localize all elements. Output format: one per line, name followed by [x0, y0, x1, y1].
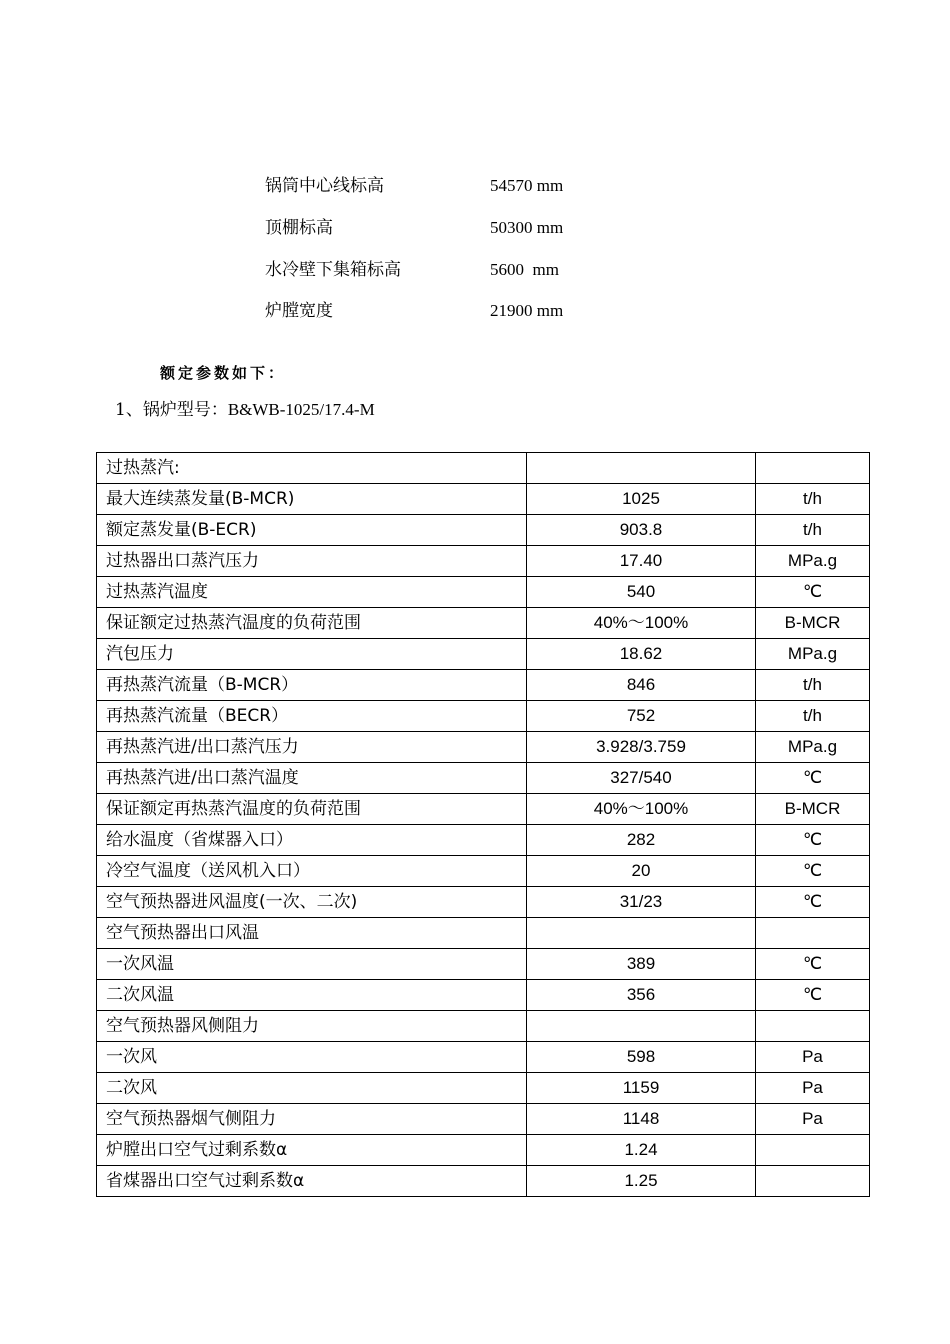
value-cell: 846 [527, 670, 756, 701]
parameter-cell: 给水温度（省煤器入口） [97, 825, 527, 856]
unit-cell: Pa [756, 1104, 870, 1135]
parameter-cell: 再热蒸汽流量（BECR） [97, 701, 527, 732]
unit-cell [756, 1135, 870, 1166]
dimension-value: 5600 mm [490, 260, 559, 279]
value-cell: 598 [527, 1042, 756, 1073]
boiler-model-line [115, 395, 375, 420]
value-cell: 903.8 [527, 515, 756, 546]
rated-parameters-heading: 额定参数如下： [160, 364, 287, 382]
value-cell: 31/23 [527, 887, 756, 918]
unit-cell: ℃ [756, 825, 870, 856]
table-row [97, 453, 870, 484]
parameter-cell: 一次风 [97, 1042, 527, 1073]
table-row [97, 670, 870, 701]
value-cell: 1025 [527, 484, 756, 515]
parameter-cell: 空气预热器出口风温 [97, 918, 527, 949]
table-row [97, 980, 870, 1011]
unit-cell: ℃ [756, 856, 870, 887]
unit-cell: Pa [756, 1073, 870, 1104]
parameter-cell: 过热蒸汽温度 [97, 577, 527, 608]
dimension-value: 54570 mm [490, 176, 564, 195]
value-cell: 389 [527, 949, 756, 980]
value-cell: 40%～100% [527, 608, 756, 639]
table-row [97, 949, 870, 980]
boiler-model-prefix: 1、锅炉型号： [115, 400, 228, 420]
parameter-cell: 再热蒸汽进/出口蒸汽压力 [97, 732, 527, 763]
unit-cell: t/h [756, 515, 870, 546]
unit-cell: ℃ [756, 949, 870, 980]
unit-cell [756, 453, 870, 484]
table-row [97, 1042, 870, 1073]
table-row [97, 608, 870, 639]
value-cell: 540 [527, 577, 756, 608]
unit-cell: Pa [756, 1042, 870, 1073]
table-row [97, 701, 870, 732]
parameter-cell: 保证额定过热蒸汽温度的负荷范围 [97, 608, 527, 639]
value-cell: 1.24 [527, 1135, 756, 1166]
unit-cell: MPa.g [756, 732, 870, 763]
rated-parameters-table [96, 452, 870, 1197]
table-row [97, 639, 870, 670]
table-row [97, 887, 870, 918]
unit-cell [756, 1166, 870, 1197]
parameter-cell: 过热器出口蒸汽压力 [97, 546, 527, 577]
table-row [97, 1104, 870, 1135]
value-cell: 1.25 [527, 1166, 756, 1197]
dimension-label: 炉膛宽度 [265, 301, 333, 321]
value-cell: 752 [527, 701, 756, 732]
dimension-value: 50300 mm [490, 218, 564, 237]
unit-cell: t/h [756, 484, 870, 515]
dimension-label: 锅筒中心线标高 [265, 176, 384, 196]
table-row [97, 1166, 870, 1197]
table-row [97, 515, 870, 546]
parameter-cell: 二次风 [97, 1073, 527, 1104]
table-row [97, 484, 870, 515]
table-row [97, 1135, 870, 1166]
table-row [97, 856, 870, 887]
table-row [97, 732, 870, 763]
unit-cell: B-MCR [756, 794, 870, 825]
parameter-cell: 过热蒸汽: [97, 453, 527, 484]
value-cell: 327/540 [527, 763, 756, 794]
dimension-value: 21900 mm [490, 301, 564, 320]
table-row [97, 1011, 870, 1042]
parameter-cell: 保证额定再热蒸汽温度的负荷范围 [97, 794, 527, 825]
dimension-label: 水冷壁下集箱标高 [265, 260, 401, 280]
value-cell: 40%～100% [527, 794, 756, 825]
value-cell: 1148 [527, 1104, 756, 1135]
unit-cell: t/h [756, 670, 870, 701]
parameter-cell: 省煤器出口空气过剩系数α [97, 1166, 527, 1197]
unit-cell: ℃ [756, 887, 870, 918]
value-cell: 282 [527, 825, 756, 856]
unit-cell: t/h [756, 701, 870, 732]
unit-cell: ℃ [756, 577, 870, 608]
unit-cell: ℃ [756, 763, 870, 794]
parameter-cell: 空气预热器烟气侧阻力 [97, 1104, 527, 1135]
table-row [97, 577, 870, 608]
value-cell: 18.62 [527, 639, 756, 670]
parameter-cell: 一次风温 [97, 949, 527, 980]
table-row [97, 546, 870, 577]
value-cell: 3.928/3.759 [527, 732, 756, 763]
value-cell [527, 453, 756, 484]
dimension-label: 顶棚标高 [265, 218, 333, 238]
parameter-cell: 冷空气温度（送风机入口） [97, 856, 527, 887]
value-cell: 17.40 [527, 546, 756, 577]
unit-cell: ℃ [756, 980, 870, 1011]
table-row [97, 825, 870, 856]
parameter-cell: 空气预热器进风温度(一次、二次) [97, 887, 527, 918]
value-cell: 20 [527, 856, 756, 887]
value-cell: 356 [527, 980, 756, 1011]
unit-cell: MPa.g [756, 546, 870, 577]
unit-cell [756, 918, 870, 949]
table-row [97, 763, 870, 794]
value-cell [527, 918, 756, 949]
parameter-cell: 最大连续蒸发量(B-MCR) [97, 484, 527, 515]
table-row [97, 1073, 870, 1104]
table-row [97, 918, 870, 949]
parameter-cell: 汽包压力 [97, 639, 527, 670]
parameter-cell: 额定蒸发量(B-ECR) [97, 515, 527, 546]
value-cell [527, 1011, 756, 1042]
parameter-cell: 空气预热器风侧阻力 [97, 1011, 527, 1042]
table-body [97, 453, 870, 1197]
parameter-cell: 二次风温 [97, 980, 527, 1011]
unit-cell [756, 1011, 870, 1042]
parameter-cell: 再热蒸汽进/出口蒸汽温度 [97, 763, 527, 794]
boiler-model-value: B&WB-1025/17.4-M [227, 400, 375, 419]
unit-cell: MPa.g [756, 639, 870, 670]
parameter-cell: 再热蒸汽流量（B-MCR） [97, 670, 527, 701]
parameter-cell: 炉膛出口空气过剩系数α [97, 1135, 527, 1166]
table-row [97, 794, 870, 825]
unit-cell: B-MCR [756, 608, 870, 639]
value-cell: 1159 [527, 1073, 756, 1104]
